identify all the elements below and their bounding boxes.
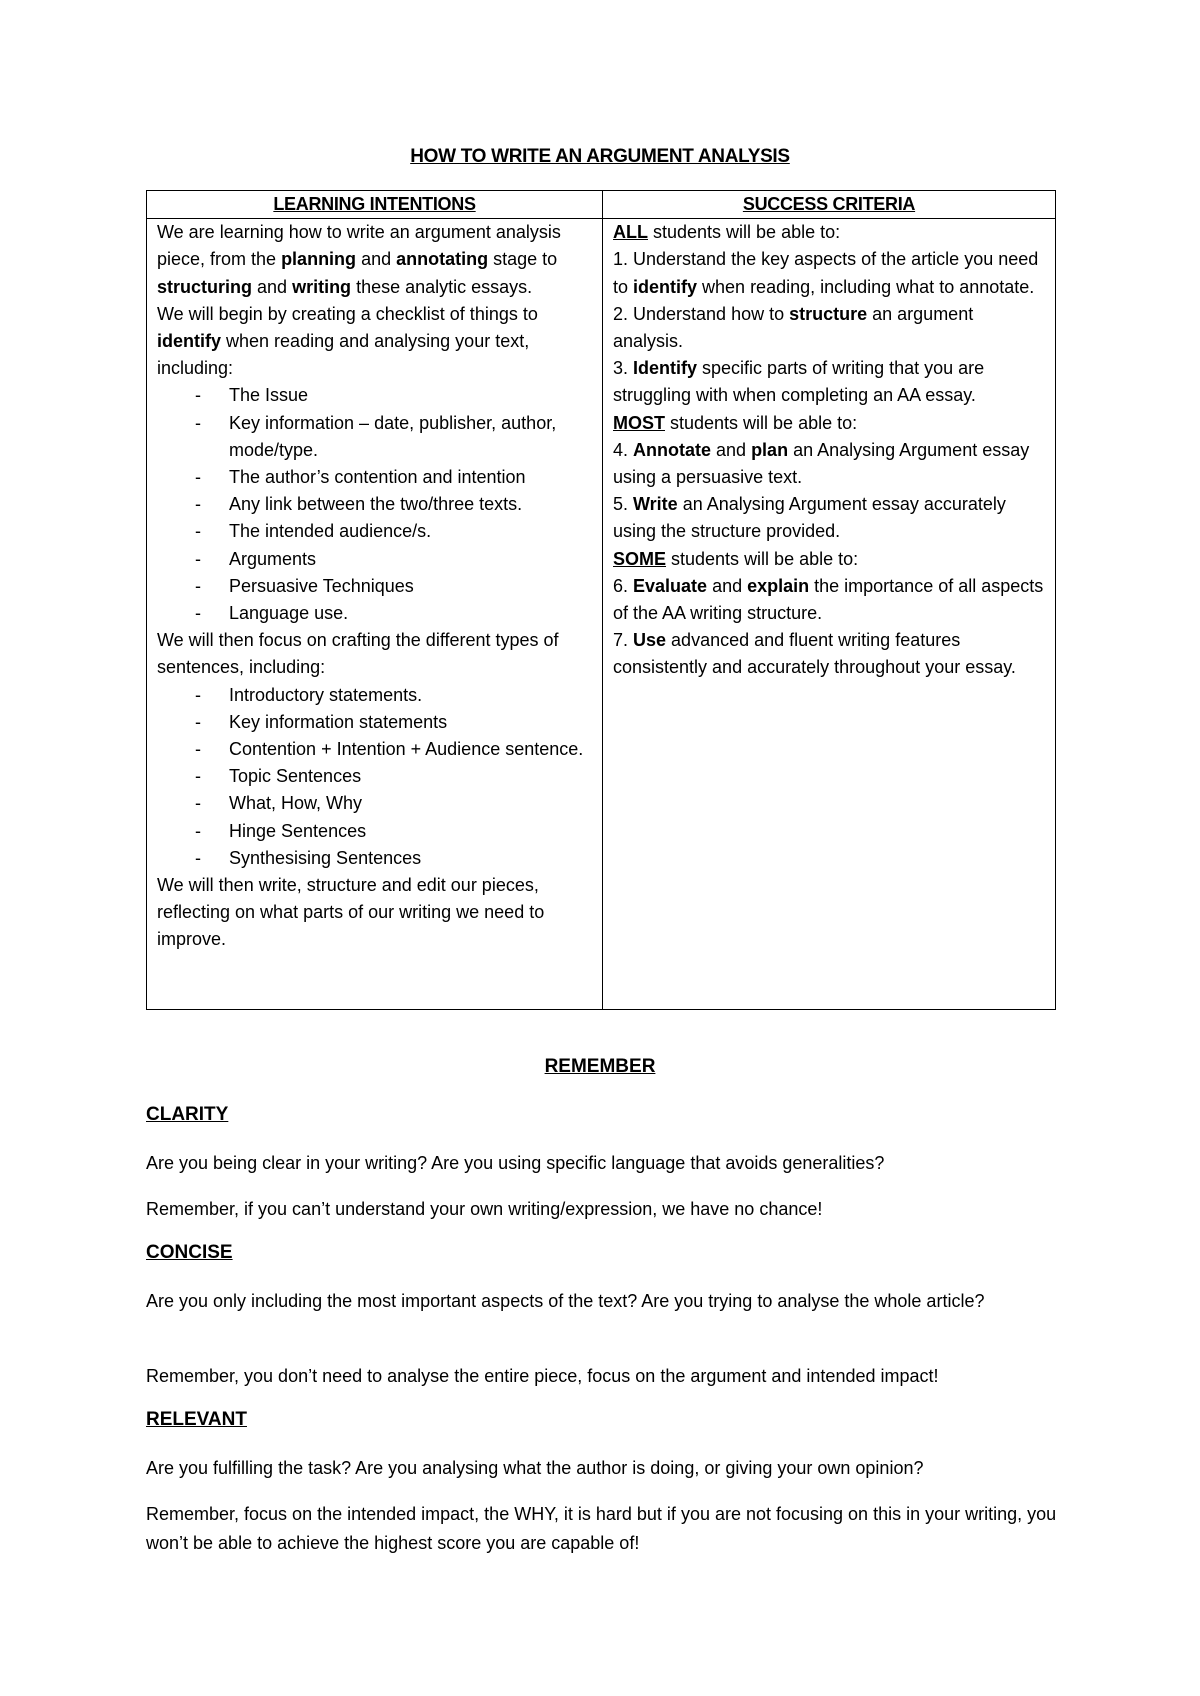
learning-intentions-cell bbox=[147, 219, 603, 1010]
most-students-line: MOST students will be able to: bbox=[613, 412, 858, 433]
criteria-item: 4. Annotate and plan an Analysing Argument essay using a persuasive text. bbox=[613, 439, 1030, 488]
list-item: - Introductory statements. bbox=[157, 682, 592, 709]
sentences-paragraph: We will then focus on crafting the different types of sentences, including: bbox=[157, 630, 559, 678]
list-item: - The Issue bbox=[157, 382, 592, 409]
concise-heading: CONCISE bbox=[146, 1242, 233, 1263]
criteria-item: 1. Understand the key aspects of the article you need to identify when reading, including what to annotate. bbox=[613, 249, 1039, 297]
list-item: - Hinge Sentences bbox=[157, 818, 592, 845]
criteria-item: 3. Identify specific parts of writing that you are struggling with when completing an AA essay. bbox=[613, 358, 985, 406]
list-item: - Topic Sentences bbox=[157, 763, 592, 790]
list-item: - Key information statements bbox=[157, 709, 592, 736]
closing-paragraph: We will then write, structure and edit our pieces, reflecting on what parts of our writing we need to improve. bbox=[157, 875, 545, 950]
intro-paragraph: We are learning how to write an argument analysis piece, from the planning and annotating stage to structuring and writing these analytic essays. bbox=[157, 222, 561, 297]
criteria-item: 5. Write an Analysing Argument essay accurately using the structure provided. bbox=[613, 494, 1006, 542]
list-item: - Arguments bbox=[157, 546, 592, 573]
list-item: - Any link between the two/three texts. bbox=[157, 491, 592, 518]
criteria-item: 2. Understand how to structure an argument analysis. bbox=[613, 303, 974, 352]
list-item: - Language use. bbox=[157, 600, 592, 627]
list-item: - Key information – date, publisher, author, mode/type. bbox=[157, 410, 592, 464]
intentions-criteria-table bbox=[146, 190, 1056, 1010]
success-criteria-header: SUCCESS CRITERIA bbox=[603, 191, 1056, 219]
learning-intentions-header: LEARNING INTENTIONS bbox=[147, 191, 603, 219]
document-title: HOW TO WRITE AN ARGUMENT ANALYSIS bbox=[410, 146, 790, 167]
clarity-question: Are you being clear in your writing? Are you using specific language that avoids generalities? bbox=[146, 1153, 885, 1173]
sentence-types-list bbox=[157, 682, 592, 872]
list-item: - The intended audience/s. bbox=[157, 518, 592, 545]
list-item: - Contention + Intention + Audience sentence. bbox=[157, 736, 592, 763]
criteria-item: 7. Use advanced and fluent writing features consistently and accurately throughout your essay. bbox=[613, 630, 1016, 678]
relevant-heading: RELEVANT bbox=[146, 1409, 247, 1430]
list-item: - The author’s contention and intention bbox=[157, 464, 592, 491]
list-item: - What, How, Why bbox=[157, 790, 592, 817]
relevant-reminder: Remember, focus on the intended impact, the WHY, it is hard but if you are not focusing on this in your writing, you won’t be able to achieve the highest score you are capable of! bbox=[146, 1504, 1057, 1553]
list-item: - Synthesising Sentences bbox=[157, 845, 592, 872]
clarity-heading: CLARITY bbox=[146, 1104, 229, 1125]
list-item: - Persuasive Techniques bbox=[157, 573, 592, 600]
all-students-line: ALL students will be able to: bbox=[613, 222, 841, 243]
checklist-paragraph: We will begin by creating a checklist of things to identify when reading and analysing your text, including: bbox=[157, 303, 538, 379]
clarity-reminder: Remember, if you can’t understand your own writing/expression, we have no chance! bbox=[146, 1199, 823, 1219]
some-students-line: SOME students will be able to: bbox=[613, 548, 859, 569]
checklist-list bbox=[157, 382, 592, 627]
concise-reminder: Remember, you don’t need to analyse the entire piece, focus on the argument and intended impact! bbox=[146, 1366, 939, 1386]
relevant-question: Are you fulfilling the task? Are you analysing what the author is doing, or giving your own opinion? bbox=[146, 1458, 924, 1478]
success-criteria-cell bbox=[603, 219, 1056, 1010]
criteria-item: 6. Evaluate and explain the importance of all aspects of the AA writing structure. bbox=[613, 575, 1044, 624]
remember-heading: REMEMBER bbox=[544, 1056, 656, 1077]
concise-question: Are you only including the most important aspects of the text? Are you trying to analyse the whole article? bbox=[146, 1291, 985, 1311]
